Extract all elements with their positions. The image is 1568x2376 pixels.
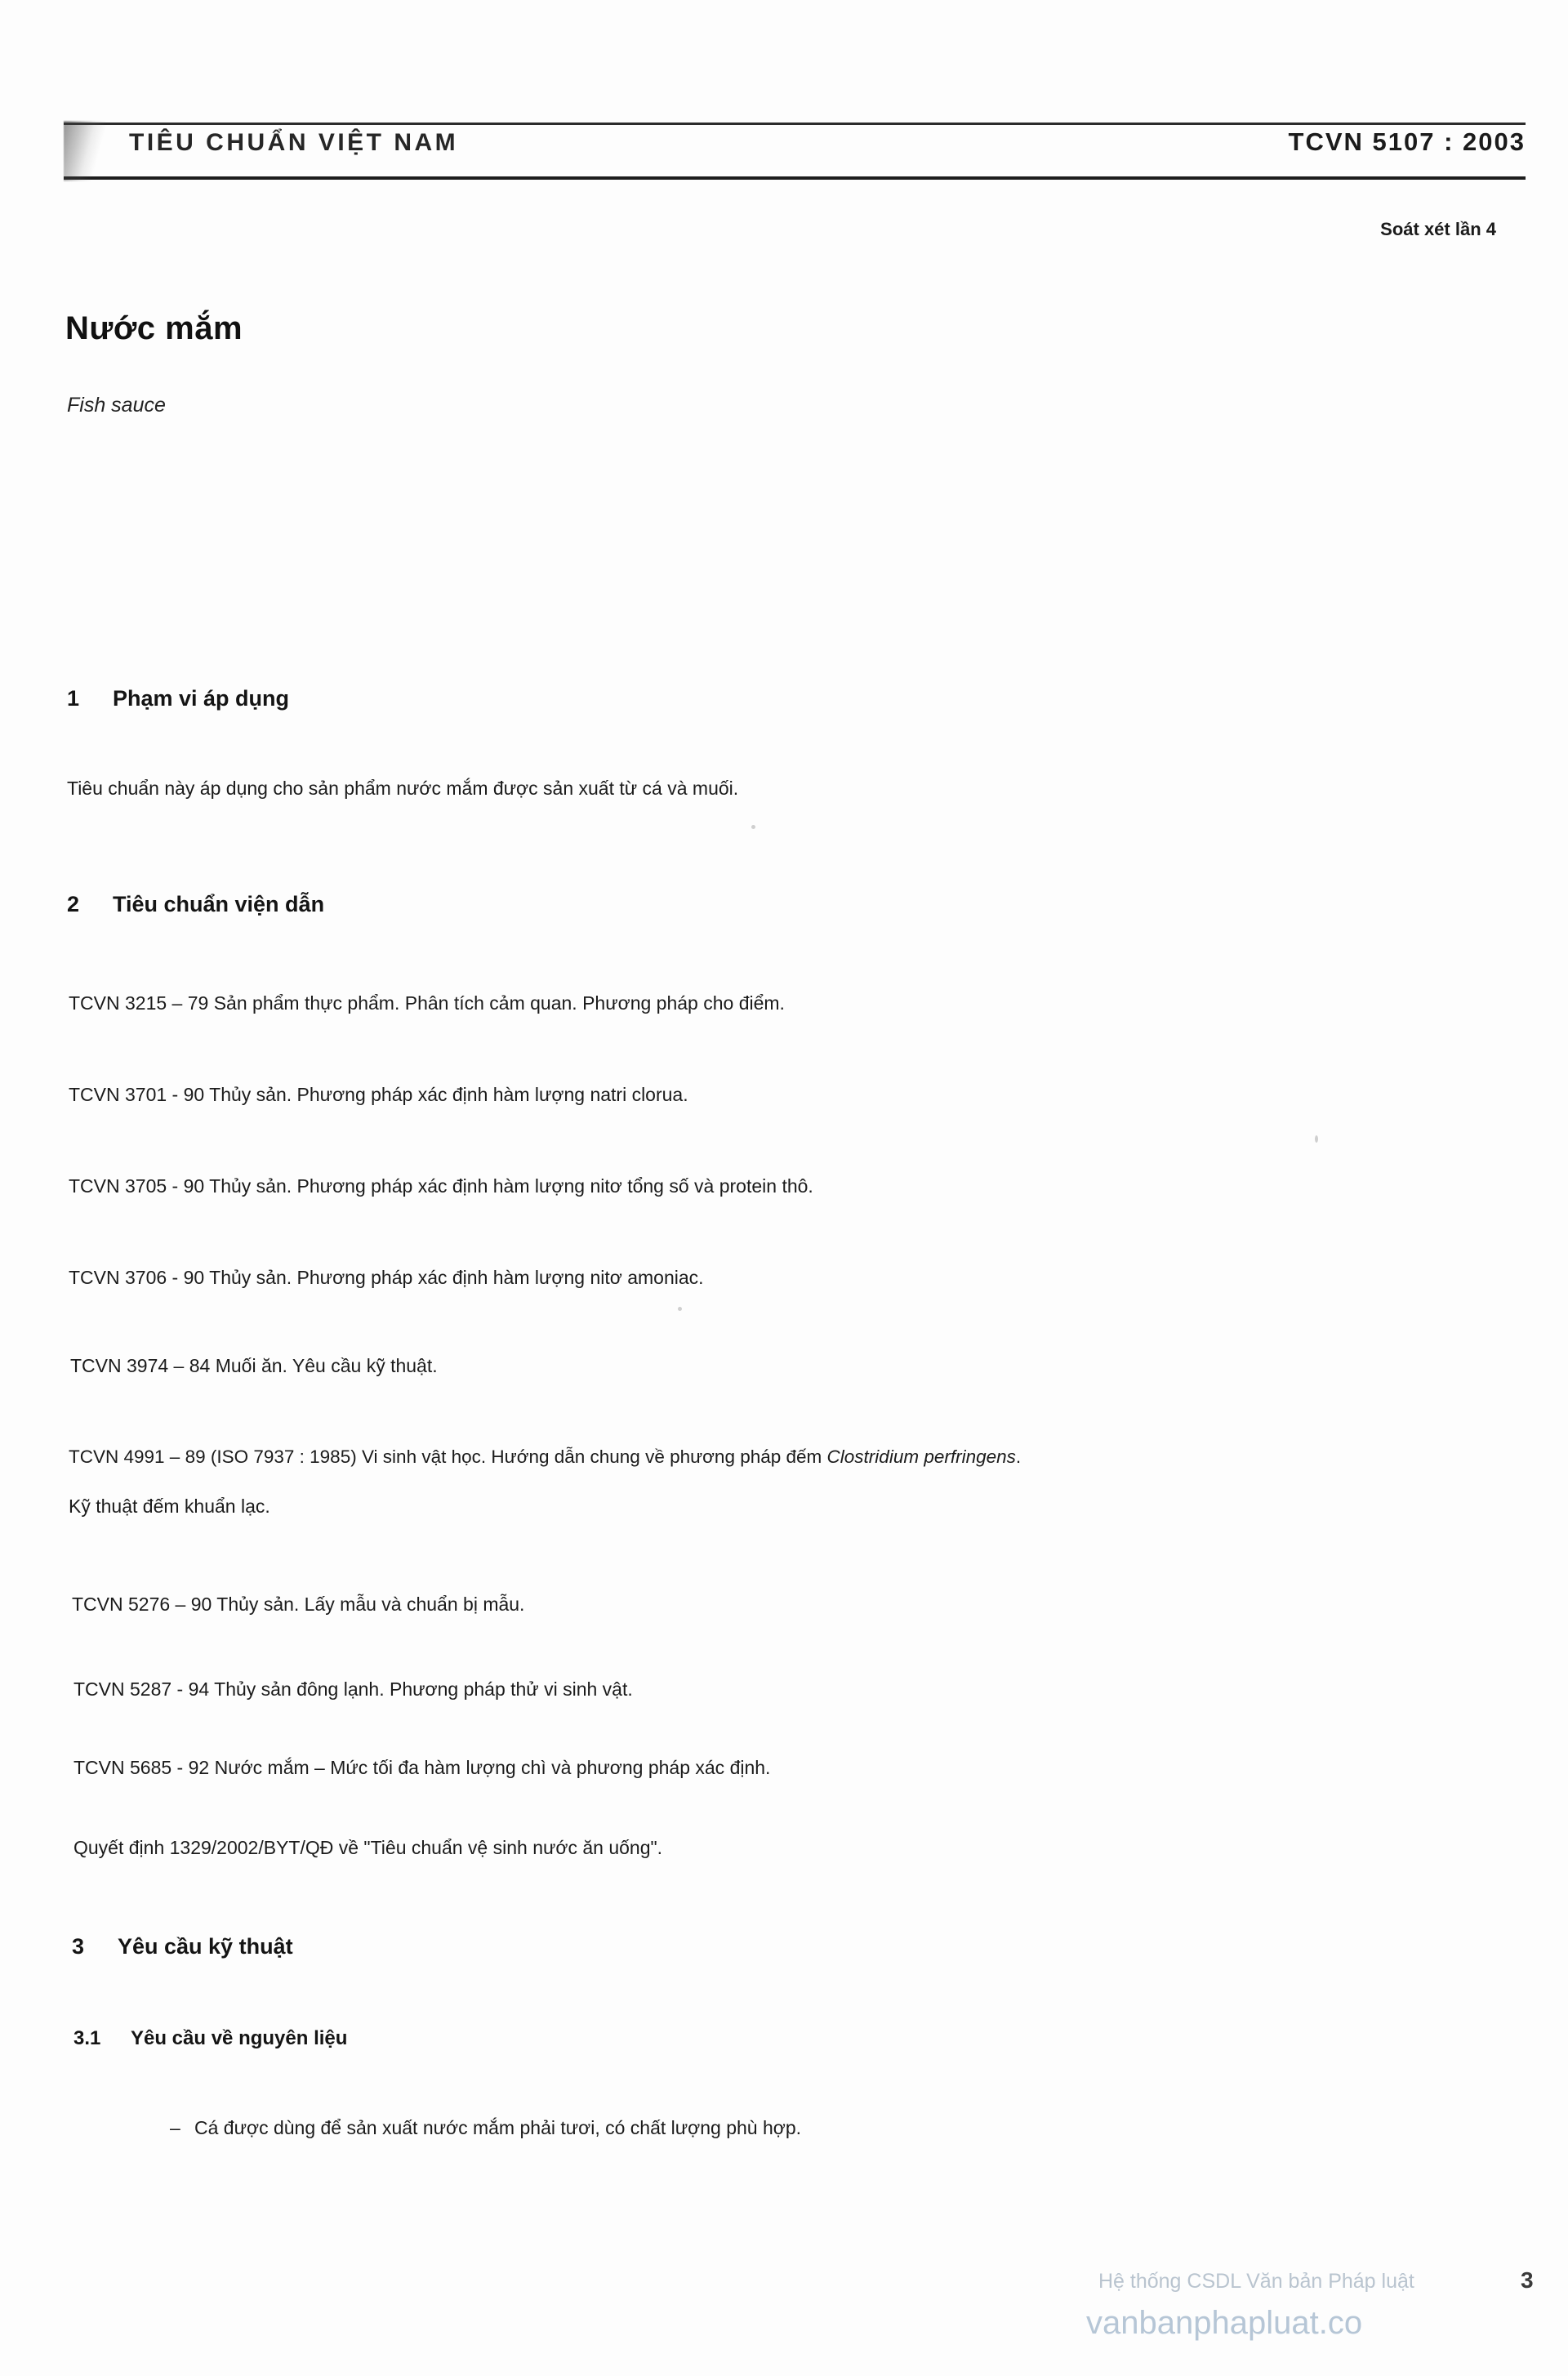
section-title-3: Yêu cầu kỹ thuật	[118, 1934, 293, 1959]
section-number-3: 3	[72, 1934, 85, 1959]
reference-item: TCVN 3701 - 90 Thủy sản. Phương pháp xác định hàm lượng natri clorua.	[69, 1084, 688, 1105]
page-number: 3	[1521, 2267, 1534, 2293]
subsection-title-3-1: Yêu cầu về nguyên liệu	[131, 2027, 348, 2049]
section-title-2: Tiêu chuẩn viện dẫn	[113, 892, 325, 916]
watermark-line-1: Hệ thống CSDL Văn bản Pháp luật	[1098, 2270, 1414, 2293]
section-1-paragraph: Tiêu chuẩn này áp dụng cho sản phẩm nước mắm được sản xuất từ cá và muối.	[67, 778, 739, 799]
section-heading-3	[72, 1934, 293, 1959]
reference-item: TCVN 3706 - 90 Thủy sản. Phương pháp xác định hàm lượng nitơ amoniac.	[69, 1267, 704, 1288]
bullet-text: Cá được dùng để sản xuất nước mắm phải tươi, có chất lượng phù hợp.	[194, 2117, 802, 2138]
subsection-heading-3-1	[74, 2027, 347, 2050]
revision-label: Soát xét lần 4	[1380, 219, 1496, 239]
header-standard-code: TCVN 5107 : 2003	[1288, 127, 1526, 156]
reference-item-wrapped	[69, 1442, 1539, 1472]
reference-item: Quyết định 1329/2002/BYT/QĐ về "Tiêu chuẩn vệ sinh nước ăn uống".	[74, 1837, 663, 1858]
watermark-line-2: vanbanphapluat.co	[1086, 2305, 1363, 2341]
scan-speck	[751, 825, 755, 829]
reference-item: TCVN 5276 – 90 Thủy sản. Lấy mẫu và chuẩn bị mẫu.	[72, 1594, 525, 1615]
reference-item: TCVN 3215 – 79 Sản phẩm thực phẩm. Phân tích cảm quan. Phương pháp cho điểm.	[69, 992, 785, 1014]
page-title: Nước mắm	[65, 310, 243, 346]
reference-item: TCVN 3705 - 90 Thủy sản. Phương pháp xác định hàm lượng nitơ tổng số và protein thô.	[69, 1175, 813, 1197]
document-header	[64, 123, 1526, 180]
subsection-3-1-bullet	[170, 2117, 801, 2139]
section-number-2: 2	[67, 892, 80, 916]
reference-wrapped-part2: .	[1015, 1447, 1022, 1467]
section-heading-1	[67, 686, 289, 711]
reference-item: TCVN 5685 - 92 Nước mắm – Mức tối đa hàm lượng chì và phương pháp xác định.	[74, 1757, 771, 1778]
header-standard-label: TIÊU CHUẨN VIỆT NAM	[129, 129, 459, 156]
reference-item: TCVN 5287 - 94 Thủy sản đông lạnh. Phương pháp thử vi sinh vật.	[74, 1678, 633, 1700]
section-number-1: 1	[67, 686, 80, 711]
reference-wrapped-line2: Kỹ thuật đếm khuẩn lạc.	[69, 1496, 270, 1517]
scan-speck	[1315, 1135, 1318, 1143]
subsection-number-3-1: 3.1	[74, 2027, 101, 2049]
scan-smudge	[64, 121, 106, 181]
reference-item: TCVN 3974 – 84 Muối ăn. Yêu cầu kỹ thuật.	[70, 1355, 438, 1376]
section-heading-2	[67, 892, 324, 917]
header-rule-bottom	[64, 176, 1526, 180]
bullet-dash: –	[170, 2117, 180, 2138]
reference-wrapped-italic: Clostridium perfringens	[826, 1447, 1016, 1467]
reference-wrapped-part1: TCVN 4991 – 89 (ISO 7937 : 1985) Vi sinh vật học. Hướng dẫn chung về phương pháp đếm	[69, 1447, 827, 1467]
scan-speck	[678, 1307, 682, 1311]
header-rule-top	[64, 123, 1526, 125]
section-title-1: Phạm vi áp dụng	[113, 686, 290, 711]
page-subtitle-english: Fish sauce	[67, 394, 166, 417]
